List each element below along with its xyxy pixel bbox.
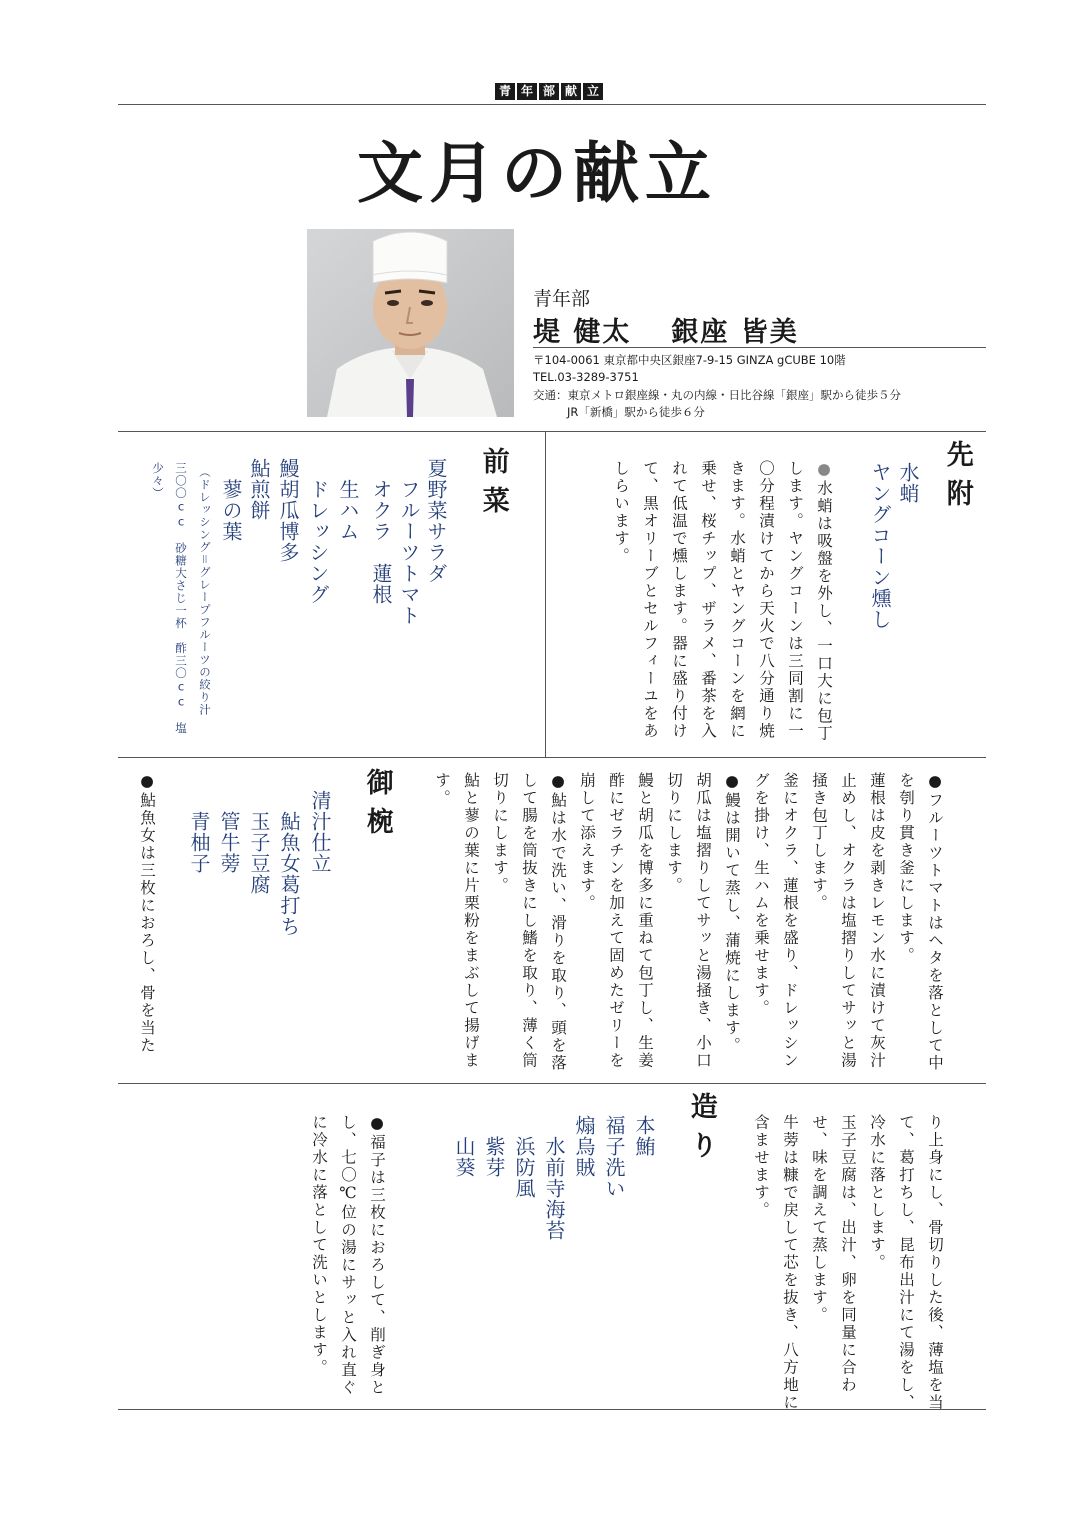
tsukuri-item: 浜防風 (512, 1115, 536, 1199)
tag-char: 献 (561, 83, 581, 100)
bullet-icon: ● (815, 460, 833, 480)
page-title: 文月の献立 (357, 134, 717, 212)
zensai-note: （ドレッシング＝グレープフルーツの絞り汁 (198, 466, 212, 716)
tag-char: 青 (495, 83, 515, 100)
owan-text-para: 牛蒡は糠で戻して芯を抜き、八方地に含ませます。 (752, 1114, 799, 1412)
profile-rule (533, 347, 986, 348)
sakizuke-heading: 先附 (941, 440, 973, 518)
sakizuke-text-body: 水蛸は吸盤を外し、一口大に包丁します。ヤングコーンは三同割に一〇分程漬けてから天火で八分通り焼きます。水蛸とヤングコーンを網に乗せ、桜チップ、ザラメ、番茶を入れて低温で燻します。器に盛り付けて、黒オリーブとセルフィーユをあしらいます。 (612, 460, 833, 743)
zensai-text-para: 胡瓜は塩摺りしてサッと湯掻き、小口切りにします。 (665, 772, 712, 1070)
tag-char: 年 (517, 83, 537, 100)
owan-heading: 御椀 (361, 768, 393, 846)
row1-bottom-rule (118, 757, 986, 758)
zensai-note: 三〇〇cc 砂糖大さじ一杯 酢三〇cc 塩 (174, 462, 188, 735)
profile-access-2: JR「新橋」駅から徒歩６分 (567, 405, 705, 419)
tag-char: 部 (539, 83, 559, 100)
row1-divider (545, 432, 546, 757)
zensai-item: 蓼の葉 (219, 458, 243, 542)
profile-names (533, 310, 799, 349)
owan-text-b (746, 1114, 949, 1416)
zensai-text-para: ●フルーツトマトはヘタを落として中を刳り貫き釜にします。 (897, 772, 944, 1072)
zensai-item: 鮎煎餅 (247, 458, 271, 521)
owan-text-para: り上身にし、骨切りした後、薄塩を当て、葛打ちし、昆布出汁にて湯をし、冷水に落とします。 (868, 1114, 944, 1412)
profile-dept: 青年部 (533, 288, 591, 310)
tsukuri-text: ●福子は三枚におろして、削ぎ身とし、七〇℃位の湯にサッと入れ直ぐに冷水に落として洗いとします。 (310, 1114, 386, 1397)
sakizuke-text (606, 460, 838, 754)
zensai-item: 夏野菜サラダ (424, 458, 448, 584)
owan-text-para: 玉子豆腐は、出汁、卵を同量に合わせ、味を調えて蒸します。 (810, 1114, 857, 1394)
zensai-text-para: 蓮根は皮を剥きレモン水に漬けて灰汁止めし、オクラは塩摺りしてサッと湯掻き包丁します。 (810, 772, 886, 1070)
zensai-item: オクラ 蓮根 (369, 458, 393, 605)
zensai-text-para: ●鰻は開いて蒸し、蒲焼にします。 (723, 772, 741, 1055)
sakizuke-item: 水蛸 (896, 462, 920, 504)
header-bottom-rule (118, 431, 986, 432)
zensai-text-para: 釜にオクラ、蓮根を盛り、ドレッシングを掛け、生ハムを乗せます。 (752, 772, 799, 1070)
owan-item: 清汁仕立 (308, 790, 332, 874)
zensai-note: 少々） (151, 462, 165, 500)
restaurant-name: 銀座 皆美 (671, 317, 799, 348)
chef-name: 堤 健太 (533, 317, 632, 348)
tsukuri-item: 紫芽 (482, 1115, 506, 1178)
zensai-text (427, 772, 949, 1074)
profile-address: 〒104-0061 東京都中央区銀座7-9-15 GINZA gCUBE 10階 (533, 353, 846, 367)
zensai-text-para: 鮎と蓼の葉に片栗粉をまぶして揚げます。 (433, 772, 480, 1070)
tsukuri-item: 山葵 (452, 1115, 476, 1178)
chef-photo (307, 229, 514, 417)
profile-access-1: 交通：東京メトロ銀座線・丸の内線・日比谷線「銀座」駅から徒歩５分 (533, 388, 901, 402)
tsukuri-item: 福子洗い (602, 1115, 626, 1199)
owan-text-a: ●鮎魚女は三枚におろし、骨を当た (138, 772, 156, 1055)
zensai-item: 鰻胡瓜博多 (276, 458, 300, 563)
row2-bottom-rule (118, 1083, 986, 1084)
owan-item: 玉子豆腐 (247, 790, 271, 895)
owan-item: 鮎魚女葛打ち (277, 790, 301, 937)
zensai-item: フルーツトマト (397, 458, 421, 626)
profile-tel: TEL.03-3289-3751 (533, 370, 639, 384)
zensai-item: 生ハム (336, 458, 360, 542)
sakizuke-item: ヤングコーン燻し (868, 462, 892, 630)
tsukuri-item: 本鮪 (632, 1115, 656, 1157)
owan-item: 青柚子 (187, 790, 211, 874)
tsukuri-heading: 造り (685, 1092, 717, 1170)
top-rule (118, 104, 986, 105)
chef-portrait-image (307, 229, 514, 417)
section-tag (495, 83, 603, 100)
zensai-text-para: ●鮎は水で洗い、滑りを取り、頭を落して腸を筒抜きにし鰭を取り、薄く筒切りにします。 (491, 772, 567, 1072)
zensai-heading: 前菜 (477, 447, 509, 525)
tsukuri-item: 水前寺海苔 (542, 1115, 566, 1241)
tsukuri-item: 煽烏賊 (572, 1115, 596, 1178)
owan-item: 管牛蒡 (217, 790, 241, 874)
bottom-rule (118, 1409, 986, 1410)
zensai-item: ドレッシング (306, 458, 330, 605)
zensai-text-para: 鰻と胡瓜を博多に重ねて包丁し、生姜酢にゼラチンを加えて固めたゼリーを崩して添えます。 (578, 772, 654, 1070)
tag-char: 立 (583, 83, 603, 100)
